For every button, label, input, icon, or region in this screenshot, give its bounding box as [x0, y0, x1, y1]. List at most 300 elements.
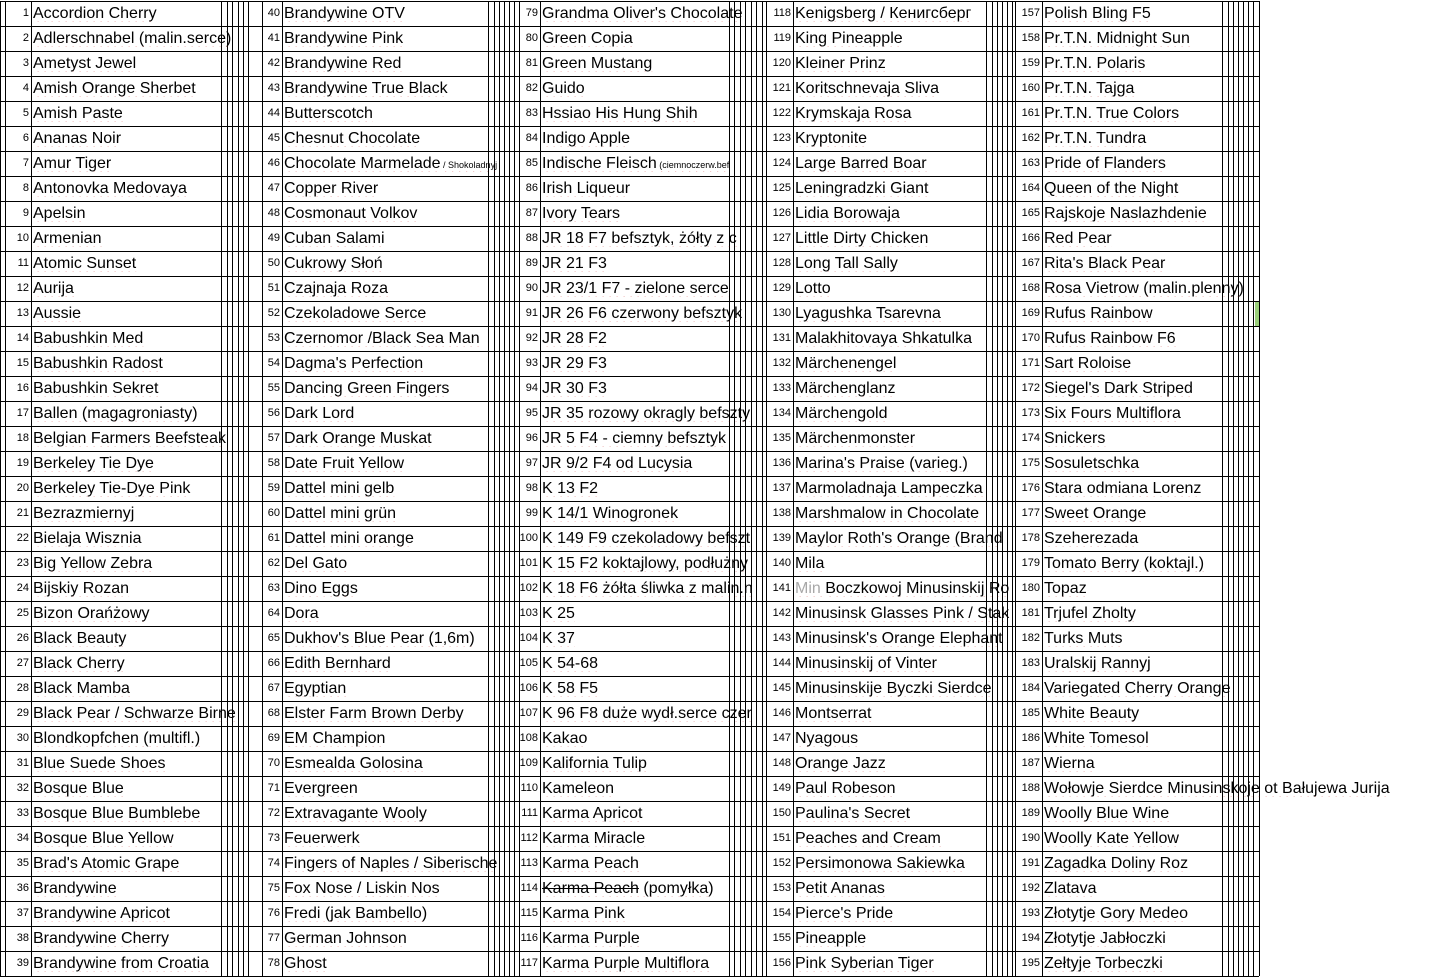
row-number: 19: [16, 458, 29, 469]
variety-name: Kalifornia Tulip: [542, 756, 647, 772]
variety-name-cell[interactable]: [795, 6, 1017, 22]
variety-name-cell[interactable]: [1044, 806, 1435, 822]
variety-name-cell[interactable]: [1044, 656, 1435, 672]
variety-name-cell[interactable]: [1044, 756, 1435, 772]
variety-name: Sart Roloise: [1044, 356, 1132, 372]
variety-name: Cuban Salami: [284, 231, 385, 247]
row-number: 17: [16, 408, 29, 419]
variety-name-cell[interactable]: [542, 181, 768, 197]
variety-name-cell[interactable]: [284, 356, 510, 372]
variety-name-cell[interactable]: [542, 831, 768, 847]
variety-name-cell[interactable]: [542, 506, 768, 522]
variety-name-cell[interactable]: [795, 206, 1017, 222]
variety-name-cell[interactable]: [542, 531, 768, 547]
row-number: 55: [267, 383, 280, 394]
variety-name: Bosque Blue Yellow: [33, 831, 174, 847]
row-number: 21: [16, 508, 29, 519]
row-number: 111: [521, 808, 538, 819]
row-number: 133: [772, 383, 791, 394]
variety-name-cell[interactable]: [542, 756, 768, 772]
variety-name-cell[interactable]: [284, 6, 510, 22]
row-number: 62: [267, 558, 280, 569]
variety-name-cell[interactable]: [284, 881, 510, 897]
variety-name-cell[interactable]: [1044, 831, 1435, 847]
variety-name: German Johnson: [284, 931, 407, 947]
row-number: 69: [267, 733, 280, 744]
row-number: 41: [267, 33, 280, 44]
variety-name-cell[interactable]: [542, 581, 768, 597]
variety-name-cell[interactable]: [542, 31, 768, 47]
row-number: 89: [525, 258, 538, 269]
variety-name-cell[interactable]: [33, 656, 249, 672]
variety-name-cell[interactable]: [1044, 131, 1435, 147]
row-gridline: [0, 301, 1259, 302]
variety-name-cell[interactable]: [542, 156, 768, 172]
row-number: 15: [16, 358, 29, 369]
variety-name: Date Fruit Yellow: [284, 456, 405, 472]
variety-name-cell[interactable]: [795, 656, 1017, 672]
variety-name-cell[interactable]: [284, 431, 510, 447]
variety-name: Nyagous: [795, 731, 859, 747]
variety-name-cell[interactable]: [284, 131, 510, 147]
variety-name: Large Barred Boar: [795, 156, 927, 172]
variety-name-cell[interactable]: [284, 181, 510, 197]
row-number: 167: [1021, 258, 1040, 269]
variety-name-cell[interactable]: [542, 381, 768, 397]
variety-name-cell[interactable]: [284, 56, 510, 72]
variety-name-cell[interactable]: [542, 206, 768, 222]
variety-name-cell[interactable]: [795, 106, 1017, 122]
variety-name-cell[interactable]: [1044, 681, 1435, 697]
row-number: 102: [519, 583, 538, 594]
variety-name-cell[interactable]: [33, 756, 249, 772]
row-gridline: [0, 951, 1259, 952]
variety-name-cell[interactable]: [284, 681, 510, 697]
variety-name-cell[interactable]: [1044, 456, 1435, 472]
variety-name-cell[interactable]: [33, 856, 249, 872]
variety-name-cell[interactable]: [542, 856, 768, 872]
variety-name: Minusinsk Glasses Pink / Stak: [795, 606, 1010, 622]
variety-name-cell[interactable]: [33, 56, 249, 72]
variety-name-cell[interactable]: [33, 881, 249, 897]
variety-name: Indische Fleisch: [542, 156, 657, 172]
variety-name-cell[interactable]: [33, 6, 249, 22]
variety-name-cell[interactable]: [284, 856, 510, 872]
variety-name-cell[interactable]: [542, 606, 768, 622]
variety-name: Koritschnevaja Sliva: [795, 81, 940, 97]
variety-name-cell[interactable]: [33, 81, 249, 97]
row-gridline: [0, 776, 1259, 777]
variety-name-cell[interactable]: [1044, 581, 1435, 597]
row-number: 24: [16, 583, 29, 594]
variety-name-cell[interactable]: [284, 956, 510, 972]
variety-name: Woolly Kate Yellow: [1044, 831, 1179, 847]
variety-name: White Beauty: [1044, 706, 1140, 722]
variety-name: Dukhov's Blue Pear (1,6m): [284, 631, 475, 647]
variety-name-cell[interactable]: [795, 856, 1017, 872]
variety-name-cell[interactable]: [542, 281, 768, 297]
variety-name: Fingers of Naples / Siberische: [284, 856, 498, 872]
row-number: 165: [1021, 208, 1040, 219]
row-number: 191: [1021, 858, 1040, 869]
variety-name-cell[interactable]: [284, 106, 510, 122]
variety-name-cell[interactable]: [284, 656, 510, 672]
variety-name-cell[interactable]: [795, 331, 1017, 347]
variety-name: Karma Miracle: [542, 831, 646, 847]
row-gridline: [0, 701, 1259, 702]
variety-name-cell[interactable]: [1044, 306, 1435, 322]
variety-name-cell[interactable]: [33, 606, 249, 622]
row-number: 34: [16, 833, 29, 844]
variety-name: Amur Tiger: [33, 156, 112, 172]
variety-name: Tomato Berry (koktajl.): [1044, 556, 1205, 572]
variety-name-cell[interactable]: [284, 556, 510, 572]
variety-name-cell[interactable]: [1044, 31, 1435, 47]
variety-name-cell[interactable]: [795, 456, 1017, 472]
variety-name-cell[interactable]: [33, 331, 249, 347]
variety-name-cell[interactable]: [542, 931, 768, 947]
variety-name: Armenian: [33, 231, 102, 247]
variety-name-cell[interactable]: [542, 331, 768, 347]
variety-name-cell[interactable]: [1044, 431, 1435, 447]
row-number: 183: [1021, 658, 1040, 669]
variety-name-cell[interactable]: [33, 281, 249, 297]
variety-name-cell[interactable]: [795, 481, 1017, 497]
variety-name-cell[interactable]: [542, 781, 768, 797]
variety-name-cell[interactable]: [795, 81, 1017, 97]
row-number: 96: [525, 433, 538, 444]
variety-name-cell[interactable]: [33, 306, 249, 322]
row-number: 48: [267, 208, 280, 219]
variety-name-cell[interactable]: [795, 956, 1017, 972]
variety-name-cell[interactable]: [33, 231, 249, 247]
variety-name-cell[interactable]: [33, 531, 249, 547]
variety-name: Guido: [542, 81, 585, 97]
variety-name-cell[interactable]: [1044, 856, 1435, 872]
variety-name-cell[interactable]: [284, 931, 510, 947]
variety-name-cell[interactable]: [284, 81, 510, 97]
variety-name-cell[interactable]: [795, 881, 1017, 897]
row-gridline: [0, 576, 1259, 577]
variety-name-cell[interactable]: [542, 481, 768, 497]
variety-name-cell[interactable]: [795, 556, 1017, 572]
variety-name-cell[interactable]: [33, 456, 249, 472]
row-number: 23: [16, 558, 29, 569]
variety-name-cell[interactable]: [542, 656, 768, 672]
variety-name-cell[interactable]: [795, 181, 1017, 197]
variety-name: Ananas Noir: [33, 131, 122, 147]
variety-name-cell[interactable]: [33, 256, 249, 272]
row-number: 1: [22, 8, 29, 19]
variety-name-cell[interactable]: [1044, 331, 1435, 347]
variety-name-cell[interactable]: [795, 256, 1017, 272]
row-number: 178: [1021, 533, 1040, 544]
row-number: 151: [772, 833, 791, 844]
variety-name-cell[interactable]: [1044, 956, 1435, 972]
variety-name-cell[interactable]: [795, 306, 1017, 322]
variety-name: JR 26 F6 czerwony befsztyk: [542, 306, 743, 322]
variety-name-cell[interactable]: [542, 406, 768, 422]
variety-name-cell[interactable]: [33, 431, 249, 447]
variety-name-cell[interactable]: [795, 781, 1017, 797]
variety-name-cell[interactable]: [284, 281, 510, 297]
variety-name: Brandywine Cherry: [33, 931, 170, 947]
row-number: 179: [1021, 558, 1040, 569]
variety-name-cell[interactable]: [795, 731, 1017, 747]
variety-name-cell[interactable]: [33, 931, 249, 947]
variety-name-cell[interactable]: [795, 431, 1017, 447]
variety-name-cell[interactable]: [33, 506, 249, 522]
row-number: 30: [16, 733, 29, 744]
variety-name: Babushkin Med: [33, 331, 144, 347]
variety-name-cell[interactable]: [795, 531, 1017, 547]
variety-name-cell[interactable]: [33, 156, 249, 172]
variety-name: JR 9/2 F4 od Lucysia: [542, 456, 693, 472]
row-number: 84: [525, 133, 538, 144]
variety-name-cell[interactable]: [795, 631, 1017, 647]
variety-name-cell[interactable]: [33, 806, 249, 822]
variety-name-cell[interactable]: [1044, 281, 1435, 297]
variety-name: Czajnaja Roza: [284, 281, 389, 297]
variety-name-cell[interactable]: [1044, 606, 1435, 622]
variety-name-cell[interactable]: [795, 281, 1017, 297]
variety-name-cell[interactable]: [542, 106, 768, 122]
variety-name-cell[interactable]: [795, 706, 1017, 722]
variety-name-cell[interactable]: [33, 131, 249, 147]
variety-name-cell[interactable]: [1044, 706, 1435, 722]
variety-name-cell[interactable]: [795, 356, 1017, 372]
variety-name-cell[interactable]: [542, 81, 768, 97]
variety-name-cell[interactable]: [542, 431, 768, 447]
row-number: 52: [267, 308, 280, 319]
variety-name-cell[interactable]: [284, 156, 510, 172]
variety-name-cell[interactable]: [1044, 556, 1435, 572]
row-number: 66: [267, 658, 280, 669]
row-number: 195: [1021, 958, 1040, 969]
row-number: 10: [16, 233, 29, 244]
variety-name: Fox Nose / Liskin Nos: [284, 881, 440, 897]
variety-name: Dino Eggs: [284, 581, 358, 597]
variety-name-cell[interactable]: [542, 881, 768, 897]
variety-name: JR 35 rozowy okragly befszty: [542, 406, 751, 422]
variety-name-cell[interactable]: [542, 56, 768, 72]
variety-name-cell[interactable]: [795, 406, 1017, 422]
row-number: 7: [22, 158, 29, 169]
variety-name-cell[interactable]: [795, 606, 1017, 622]
variety-name-cell[interactable]: [795, 131, 1017, 147]
variety-name: Lyagushka Tsarevna: [795, 306, 941, 322]
variety-name-cell[interactable]: [284, 906, 510, 922]
row-number: 161: [1021, 108, 1040, 119]
variety-name-cell[interactable]: [795, 581, 1017, 597]
variety-name-cell[interactable]: [33, 106, 249, 122]
variety-name-cell[interactable]: [542, 706, 768, 722]
variety-name-cell[interactable]: [1044, 206, 1435, 222]
variety-name-cell[interactable]: [1044, 106, 1435, 122]
variety-name-cell[interactable]: [795, 806, 1017, 822]
variety-name-cell[interactable]: [284, 381, 510, 397]
row-number: 93: [525, 358, 538, 369]
variety-name-cell[interactable]: [33, 706, 249, 722]
row-number: 169: [1021, 308, 1040, 319]
variety-name-cell[interactable]: [795, 906, 1017, 922]
variety-name-cell[interactable]: [284, 231, 510, 247]
variety-name-cell[interactable]: [284, 606, 510, 622]
variety-name: Ballen (magagroniasty): [33, 406, 198, 422]
row-number: 92: [525, 333, 538, 344]
variety-name-cell[interactable]: [284, 731, 510, 747]
variety-name: Minusinskije Byczki Sierdce: [795, 681, 992, 697]
variety-name-cell[interactable]: [33, 631, 249, 647]
variety-name-cell[interactable]: [542, 556, 768, 572]
variety-name-cell[interactable]: [1044, 356, 1435, 372]
variety-name: Six Fours Multiflora: [1044, 406, 1181, 422]
variety-name-cell[interactable]: [542, 456, 768, 472]
variety-name: Dattel mini gelb: [284, 481, 395, 497]
variety-name: Ivory Tears: [542, 206, 620, 222]
variety-name-cell[interactable]: [795, 231, 1017, 247]
variety-name: EM Champion: [284, 731, 386, 747]
variety-name-cell[interactable]: [284, 256, 510, 272]
variety-name-cell[interactable]: [795, 931, 1017, 947]
variety-name-cell[interactable]: [1044, 931, 1435, 947]
variety-name: JR 30 F3: [542, 381, 607, 397]
variety-name-cell[interactable]: [795, 506, 1017, 522]
variety-name: K 149 F9 czekoladowy befszt: [542, 531, 751, 547]
variety-name: Krymskaja Rosa: [795, 106, 912, 122]
variety-name-cell[interactable]: [33, 906, 249, 922]
row-number: 64: [267, 608, 280, 619]
variety-name-cell[interactable]: [1044, 231, 1435, 247]
variety-name: Edith Bernhard: [284, 656, 391, 672]
variety-name: Indigo Apple: [542, 131, 631, 147]
variety-name: Uralskij Rannyj: [1044, 656, 1151, 672]
variety-name-cell[interactable]: [542, 6, 768, 22]
variety-name-cell[interactable]: [284, 506, 510, 522]
variety-name-cell[interactable]: [1044, 906, 1435, 922]
variety-name-cell[interactable]: [284, 531, 510, 547]
variety-name-cell[interactable]: [1044, 531, 1435, 547]
variety-name-cell[interactable]: [795, 56, 1017, 72]
variety-name-cell[interactable]: [795, 756, 1017, 772]
variety-name-cell[interactable]: [33, 206, 249, 222]
variety-name-cell[interactable]: [1044, 381, 1435, 397]
variety-name-cell[interactable]: [1044, 156, 1435, 172]
variety-name-cell[interactable]: [542, 231, 768, 247]
variety-name-cell[interactable]: [284, 331, 510, 347]
variety-name-cell[interactable]: [1044, 6, 1435, 22]
variety-name-cell[interactable]: [542, 256, 768, 272]
variety-name-cell[interactable]: [1044, 406, 1435, 422]
variety-name: Lidia Borowaja: [795, 206, 900, 222]
row-gridline: [0, 651, 1259, 652]
variety-name-cell[interactable]: [33, 356, 249, 372]
variety-name-cell[interactable]: [542, 806, 768, 822]
variety-name-cell[interactable]: [33, 181, 249, 197]
row-number: 57: [267, 433, 280, 444]
variety-name-cell[interactable]: [542, 681, 768, 697]
variety-name-cell[interactable]: [284, 306, 510, 322]
variety-name-cell[interactable]: [33, 831, 249, 847]
variety-name-cell[interactable]: [795, 31, 1017, 47]
row-number: 18: [16, 433, 29, 444]
variety-name: Sweet Orange: [1044, 506, 1147, 522]
variety-name-cell[interactable]: [284, 31, 510, 47]
variety-name-cell[interactable]: [542, 731, 768, 747]
variety-name-cell[interactable]: [284, 781, 510, 797]
variety-name-cell[interactable]: [284, 481, 510, 497]
variety-name-cell[interactable]: [795, 681, 1017, 697]
variety-name-cell[interactable]: [284, 456, 510, 472]
variety-name: Kameleon: [542, 781, 615, 797]
variety-name: Dora: [284, 606, 319, 622]
variety-name-cell[interactable]: [1044, 731, 1435, 747]
variety-name-cell[interactable]: [1044, 56, 1435, 72]
variety-name-cell[interactable]: [542, 906, 768, 922]
variety-name-cell[interactable]: [284, 581, 510, 597]
variety-name-cell[interactable]: [33, 406, 249, 422]
variety-name-cell[interactable]: [1044, 881, 1435, 897]
row-number: 70: [267, 758, 280, 769]
variety-name-cell[interactable]: [795, 381, 1017, 397]
row-number: 192: [1021, 883, 1040, 894]
variety-name-cell[interactable]: [33, 956, 249, 972]
variety-name-cell[interactable]: [542, 356, 768, 372]
variety-name-cell[interactable]: [1044, 181, 1435, 197]
variety-name-cell[interactable]: [33, 381, 249, 397]
row-gridline: [0, 826, 1259, 827]
variety-name-cell[interactable]: [542, 306, 768, 322]
variety-name: Brandywine from Croatia: [33, 956, 210, 972]
variety-name-cell[interactable]: [1044, 256, 1435, 272]
variety-name-cell[interactable]: [284, 756, 510, 772]
variety-name-cell[interactable]: [33, 581, 249, 597]
variety-name-cell[interactable]: [33, 781, 249, 797]
variety-name-cell[interactable]: [1044, 81, 1435, 97]
row-number: 53: [267, 333, 280, 344]
variety-name-cell[interactable]: [284, 706, 510, 722]
variety-name-cell[interactable]: [284, 831, 510, 847]
row-number: 71: [267, 783, 280, 794]
variety-name-cell[interactable]: [33, 481, 249, 497]
variety-name-cell[interactable]: [795, 831, 1017, 847]
variety-name: Lotto: [795, 281, 831, 297]
variety-name-cell[interactable]: [33, 681, 249, 697]
variety-name: Esmealda Golosina: [284, 756, 423, 772]
variety-name-cell[interactable]: [33, 31, 249, 47]
variety-name-cell[interactable]: [284, 631, 510, 647]
row-number: 139: [772, 533, 791, 544]
row-gridline: [0, 326, 1259, 327]
variety-name: Paul Robeson: [795, 781, 896, 797]
variety-name-cell[interactable]: [1044, 631, 1435, 647]
variety-name-cell[interactable]: [284, 806, 510, 822]
variety-name-cell[interactable]: [284, 206, 510, 222]
row-gridline: [0, 751, 1259, 752]
variety-name: Pr.T.N. Tajga: [1044, 81, 1135, 97]
variety-name-cell[interactable]: [1044, 481, 1435, 497]
variety-name-cell[interactable]: [542, 956, 768, 972]
variety-name-cell[interactable]: [33, 731, 249, 747]
variety-name-cell[interactable]: [1044, 781, 1435, 797]
variety-name: Pink Syberian Tiger: [795, 956, 934, 972]
variety-name-cell[interactable]: [33, 556, 249, 572]
variety-name-cell[interactable]: [284, 406, 510, 422]
variety-name-cell[interactable]: [542, 631, 768, 647]
variety-name-cell[interactable]: [1044, 506, 1435, 522]
variety-name-cell[interactable]: [542, 131, 768, 147]
variety-name-cell[interactable]: [795, 156, 1017, 172]
